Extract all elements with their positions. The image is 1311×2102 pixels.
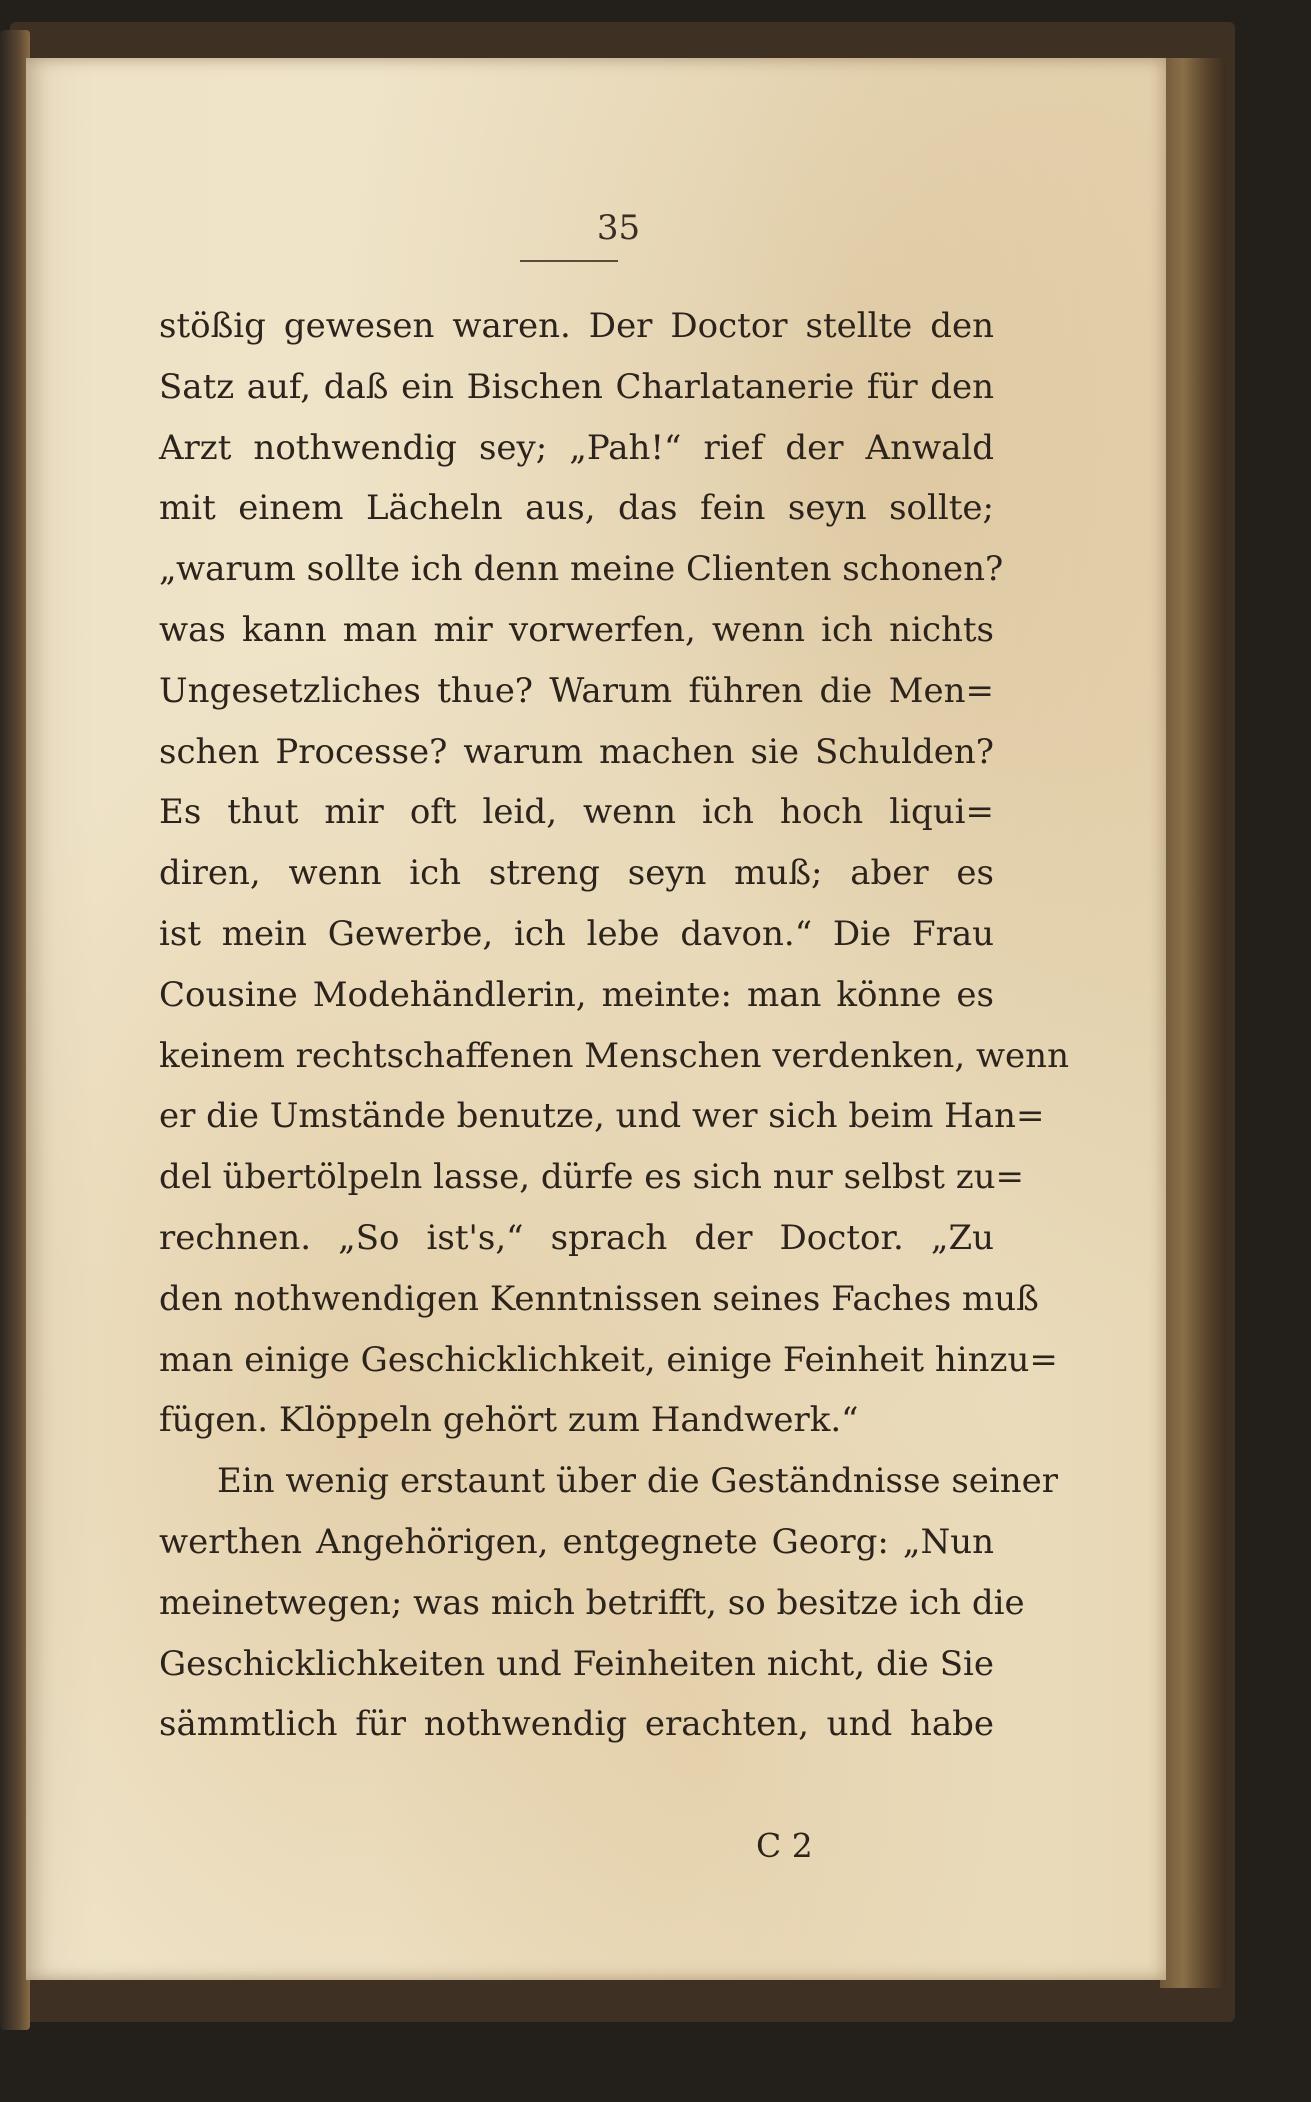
page-edges xyxy=(1160,58,1226,1988)
text-line: diren, wenn ich streng seyn muß; aber es xyxy=(159,853,994,894)
paragraph-end-line: fügen. Klöppeln gehört zum Handwerk.“ xyxy=(159,1400,859,1441)
text-line: keinem rechtschaffenen Menschen verdenken, wenn xyxy=(159,1035,1069,1076)
text-line: rechnen. „So ist's,“ sprach der Doctor. „Zu xyxy=(159,1217,994,1258)
text-line: sämmtlich für nothwendig erachten, und habe xyxy=(159,1704,994,1745)
text-line: werthen Angehörigen, entgegnete Georg: „Nun xyxy=(159,1521,994,1562)
paragraph-start-line: Ein wenig erstaunt über die Geständnisse seiner xyxy=(217,1461,1059,1502)
text-line: del übertölpeln lasse, dürfe es sich nur selbst zu= xyxy=(159,1157,1025,1198)
text-line: stößig gewesen waren. Der Doctor stellte den xyxy=(159,306,994,346)
page-number: 35 xyxy=(596,208,641,248)
text-line: Satz auf, daß ein Bischen Charlatanerie für den xyxy=(159,366,994,407)
text-line: schen Processe? warum machen sie Schulden? xyxy=(159,731,994,772)
text-line: was kann man mir vorwerfen, wenn ich nichts xyxy=(159,609,994,650)
text-line: Arzt nothwendig sey; „Pah!“ rief der Anwald xyxy=(159,427,994,468)
page-number-rule xyxy=(520,260,618,262)
text-line: Ungesetzliches thue? Warum führen die Men= xyxy=(159,670,994,711)
text-line: „warum sollte ich denn meine Clienten schonen? xyxy=(159,549,1004,590)
text-line: ist mein Gewerbe, ich lebe davon.“ Die Frau xyxy=(159,913,994,954)
text-line: Es thut mir oft leid, wenn ich hoch liqui= xyxy=(159,792,994,833)
text-line: den nothwendigen Kenntnissen seines Faches muß xyxy=(159,1278,1039,1319)
text-line: Geschicklichkeiten und Feinheiten nicht, die Sie xyxy=(159,1643,994,1684)
text-line: er die Umstände benutze, und wer sich beim Han= xyxy=(159,1096,1045,1137)
printer-signature-mark: C 2 xyxy=(756,1826,813,1865)
text-line: man einige Geschicklichkeit, einige Feinheit hinzu= xyxy=(159,1339,1058,1380)
text-line: Cousine Modehändlerin, meinte: man könne es xyxy=(159,974,994,1015)
text-line: mit einem Lächeln aus, das fein seyn sollte; xyxy=(159,488,994,529)
book-page xyxy=(26,58,1166,1980)
text-line: meinetwegen; was mich betrifft, so besitze ich die xyxy=(159,1582,1025,1623)
body-text xyxy=(159,296,1069,1755)
